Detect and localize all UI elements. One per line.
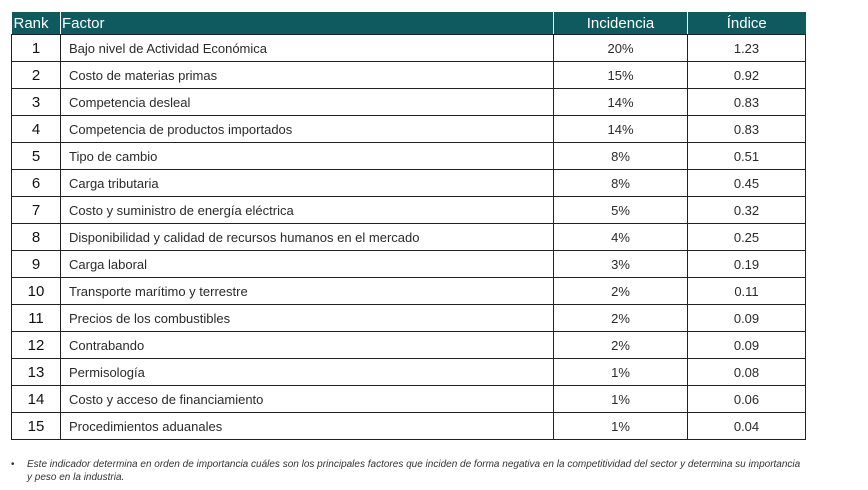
table-row [12,116,806,143]
table-row [12,251,806,278]
factors-table [11,12,806,440]
rank-cell: 6 [12,170,61,197]
incidence-cell: 3% [554,251,688,278]
index-cell: 0.51 [688,143,806,170]
index-cell: 0.32 [688,197,806,224]
footnote-bullet: • [11,459,15,470]
table-row [12,359,806,386]
factor-cell: Competencia de productos importados [61,116,554,143]
table-header-row [12,12,806,35]
index-cell: 0.19 [688,251,806,278]
factor-cell: Precios de los combustibles [61,305,554,332]
header-index: Índice [688,12,806,35]
incidence-cell: 2% [554,332,688,359]
rank-cell: 11 [12,305,61,332]
rank-cell: 4 [12,116,61,143]
rank-cell: 10 [12,278,61,305]
rank-cell: 2 [12,62,61,89]
factor-cell: Disponibilidad y calidad de recursos humanos en el mercado [61,224,554,251]
factor-cell: Bajo nivel de Actividad Económica [61,35,554,62]
rank-cell: 5 [12,143,61,170]
incidence-cell: 1% [554,413,688,440]
table-row [12,62,806,89]
index-cell: 0.11 [688,278,806,305]
index-cell: 0.83 [688,89,806,116]
rank-cell: 13 [12,359,61,386]
table-row [12,278,806,305]
index-cell: 0.04 [688,413,806,440]
factor-cell: Procedimientos aduanales [61,413,554,440]
header-factor: Factor [61,12,554,35]
factor-cell: Competencia desleal [61,89,554,116]
incidence-cell: 2% [554,278,688,305]
incidence-cell: 8% [554,143,688,170]
table-row [12,89,806,116]
index-cell: 0.45 [688,170,806,197]
factor-cell: Costo y acceso de financiamiento [61,386,554,413]
rank-cell: 8 [12,224,61,251]
incidence-cell: 1% [554,386,688,413]
table-body [12,35,806,440]
footnote-text: Este indicador determina en orden de importancia cuáles son los principales factores que inciden de forma negativa en la competitividad del sector y determina su importancia y peso en la industria. [27,459,801,483]
index-cell: 1.23 [688,35,806,62]
rank-cell: 3 [12,89,61,116]
table-row [12,170,806,197]
index-cell: 0.09 [688,305,806,332]
header-incidence: Incidencia [554,12,688,35]
incidence-cell: 5% [554,197,688,224]
incidence-cell: 4% [554,224,688,251]
factor-cell: Carga laboral [61,251,554,278]
rank-cell: 1 [12,35,61,62]
table-row [12,386,806,413]
incidence-cell: 20% [554,35,688,62]
factor-cell: Permisología [61,359,554,386]
factor-cell: Carga tributaria [61,170,554,197]
incidence-cell: 2% [554,305,688,332]
incidence-cell: 15% [554,62,688,89]
rank-cell: 9 [12,251,61,278]
table-row [12,143,806,170]
header-rank: Rank [12,12,61,35]
rank-cell: 7 [12,197,61,224]
table-row [12,332,806,359]
rank-cell: 12 [12,332,61,359]
table-row [12,305,806,332]
index-cell: 0.25 [688,224,806,251]
factor-cell: Tipo de cambio [61,143,554,170]
rank-cell: 15 [12,413,61,440]
index-cell: 0.09 [688,332,806,359]
table-row [12,35,806,62]
incidence-cell: 14% [554,89,688,116]
table-row [12,197,806,224]
rank-cell: 14 [12,386,61,413]
factor-cell: Transporte marítimo y terrestre [61,278,554,305]
index-cell: 0.06 [688,386,806,413]
index-cell: 0.08 [688,359,806,386]
factor-cell: Costo de materias primas [61,62,554,89]
incidence-cell: 14% [554,116,688,143]
footnote [11,458,801,484]
table-row [12,413,806,440]
index-cell: 0.92 [688,62,806,89]
factor-cell: Costo y suministro de energía eléctrica [61,197,554,224]
index-cell: 0.83 [688,116,806,143]
incidence-cell: 8% [554,170,688,197]
table-row [12,224,806,251]
incidence-cell: 1% [554,359,688,386]
factor-cell: Contrabando [61,332,554,359]
